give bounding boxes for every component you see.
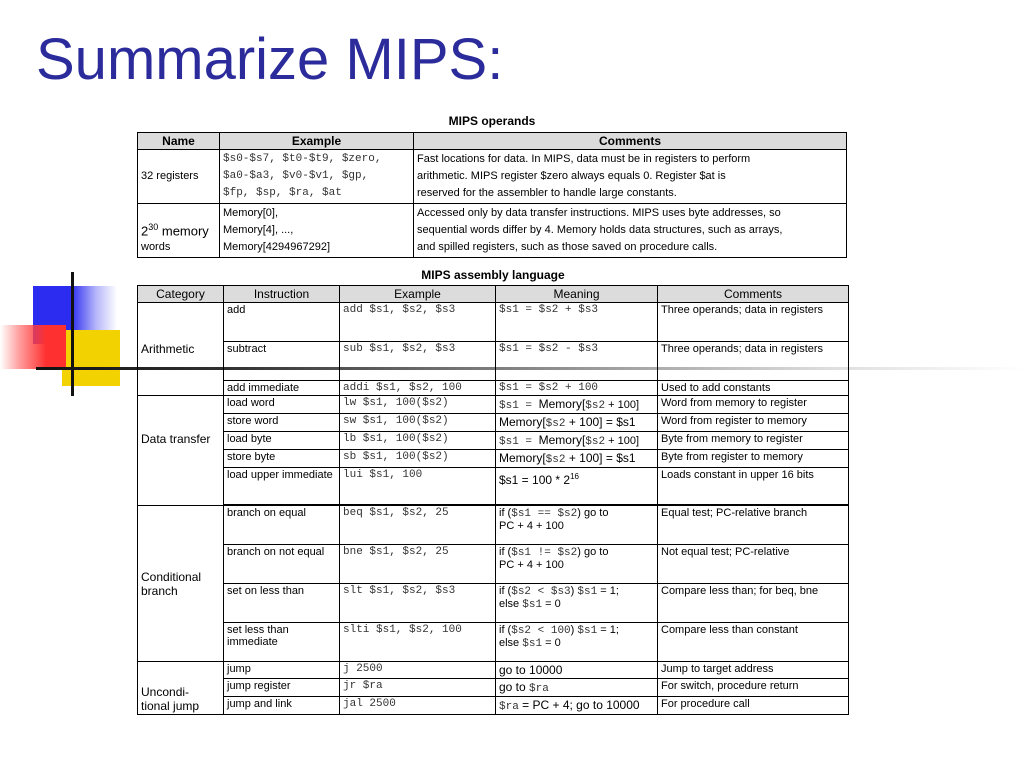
operands-caption: MIPS operands: [448, 114, 536, 128]
operands-row-memory: [138, 204, 847, 258]
comment-cell: Compare less than constant: [658, 623, 849, 662]
header-name: Name: [138, 133, 220, 150]
name-rest: memory: [158, 223, 209, 238]
meaning-part: ) go to: [577, 546, 609, 558]
instruction-cell: branch on not equal: [224, 545, 340, 584]
instruction-cell: [224, 623, 340, 662]
instruction-cell: store word: [224, 414, 340, 432]
meaning-part: $s2 < $s3: [511, 586, 571, 598]
meaning-part: $s1 =: [499, 436, 539, 448]
comment-cell: Word from register to memory: [658, 414, 849, 432]
example-cell: addi $s1, $s2, 100: [340, 381, 496, 396]
instruction-cell: set on less than: [224, 584, 340, 623]
instruction-line: set less than: [227, 624, 289, 636]
comment-cell: Used to add constants: [658, 381, 849, 396]
table-row: [138, 381, 849, 396]
instruction-line: immediate: [227, 636, 278, 648]
instruction-cell: add immediate: [224, 381, 340, 396]
example-cell: bne $s1, $s2, 25: [340, 545, 496, 584]
category-line: branch: [141, 583, 178, 598]
meaning-part: $ra: [529, 683, 549, 695]
instruction-cell: add: [224, 303, 340, 342]
meaning-part: $s1: [577, 586, 598, 598]
example-cell: lb $s1, 100($s2): [340, 432, 496, 450]
comment-cell: Three operands; data in registers: [658, 303, 849, 342]
operands-table: [137, 132, 847, 258]
comment-cell: Three operands; data in registers: [658, 342, 849, 381]
meaning-part: $s1 != $s2: [511, 547, 578, 559]
meaning-part: + 100] = $s1: [565, 451, 636, 465]
table-row: [138, 303, 849, 342]
meaning-cell: [496, 679, 658, 697]
instruction-cell: branch on equal: [224, 506, 340, 545]
header-instruction: Instruction: [224, 286, 340, 303]
meaning-cell: $s1 = $s2 + 100: [496, 381, 658, 396]
meaning-part: = PC + 4; go to 10000: [518, 698, 640, 712]
comment-cell: Byte from register to memory: [658, 450, 849, 468]
meaning-cell: [496, 623, 658, 662]
header-comments: Comments: [414, 133, 847, 150]
meaning-part: else: [499, 598, 523, 610]
table-row: [138, 584, 849, 623]
instruction-cell: store byte: [224, 450, 340, 468]
example-cell: lw $s1, 100($s2): [340, 396, 496, 414]
assembly-caption: MIPS assembly language: [421, 268, 565, 282]
header-meaning: Meaning: [496, 286, 658, 303]
comment-line: and spilled registers, such as those saved on procedure calls.: [417, 241, 718, 253]
example-cell: slti $s1, $s2, 100: [340, 623, 496, 662]
operands-header-row: [138, 133, 847, 150]
example-line: $fp, $sp, $ra, $at: [223, 187, 342, 199]
meaning-part: $s1 =: [499, 400, 539, 412]
meaning-cell: [496, 697, 658, 715]
meaning-part: else: [499, 637, 523, 649]
meaning-part: $s2: [545, 454, 566, 466]
meaning-part: Memory[: [499, 451, 546, 465]
meaning-part: + 100] = $s1: [565, 415, 636, 429]
decor-red-bar: [0, 325, 66, 369]
slide-title: Summarize MIPS:: [36, 27, 504, 92]
comment-cell: Equal test; PC-relative branch: [658, 506, 849, 545]
example-cell: jal 2500: [340, 697, 496, 715]
table-row: [138, 506, 849, 545]
meaning-part: $s1 == $s2: [511, 508, 578, 520]
table-row: [138, 662, 849, 679]
header-example: Example: [340, 286, 496, 303]
meaning-cell: go to 10000: [496, 662, 658, 679]
meaning-cell: [496, 468, 658, 505]
meaning-part: $ra: [499, 701, 519, 713]
meaning-part: $s1: [522, 599, 543, 611]
meaning-cell: [496, 396, 658, 414]
meaning-part: Memory[: [499, 415, 546, 429]
example-cell: j 2500: [340, 662, 496, 679]
meaning-exponent: 16: [570, 472, 579, 481]
comment-cell: Compare less than; for beq, bne: [658, 584, 849, 623]
operand-comments: [414, 150, 847, 204]
comment-line: reserved for the assembler to handle large constants.: [417, 187, 677, 199]
category-conditional-branch: [138, 506, 224, 662]
meaning-cell: [496, 584, 658, 623]
table-row: [138, 545, 849, 584]
meaning-part: $s2: [585, 400, 606, 412]
operand-name: [138, 204, 220, 258]
meaning-part: + 100]: [605, 435, 640, 447]
meaning-part: = 1;: [597, 624, 619, 636]
example-line: Memory[0],: [223, 207, 279, 219]
meaning-cell: [496, 414, 658, 432]
comment-cell: Word from memory to register: [658, 396, 849, 414]
meaning-part: ): [570, 624, 578, 636]
table-row: [138, 396, 849, 414]
category-line: tional jump: [141, 699, 200, 713]
operand-example: [220, 150, 414, 204]
table-row: [138, 450, 849, 468]
comment-line: Accessed only by data transfer instructions. MIPS uses byte addresses, so: [417, 207, 781, 219]
instruction-cell: load word: [224, 396, 340, 414]
meaning-part: $s1: [577, 625, 598, 637]
meaning-part: $s2: [585, 436, 606, 448]
decor-vertical-line: [71, 272, 74, 396]
instruction-cell: load byte: [224, 432, 340, 450]
meaning-part: if (: [499, 546, 512, 558]
example-line: Memory[4], ...,: [223, 224, 294, 236]
instruction-cell: jump and link: [224, 697, 340, 715]
category-line: Conditional: [141, 569, 202, 584]
instruction-cell: subtract: [224, 342, 340, 381]
meaning-part: = 1;: [597, 585, 619, 597]
comment-line: Fast locations for data. In MIPS, data must be in registers to perform: [417, 153, 751, 165]
table-row: [138, 623, 849, 662]
meaning-part: $s2 < 100: [511, 625, 571, 637]
meaning-part: go to: [499, 680, 530, 694]
table-row: [138, 468, 849, 505]
category-line: Uncondi-: [141, 685, 190, 699]
header-comments: Comments: [658, 286, 849, 303]
operand-name: 32 registers: [138, 150, 220, 204]
example-cell: jr $ra: [340, 679, 496, 697]
comment-line: arithmetic. MIPS register $zero always equals 0. Register $at is: [417, 170, 726, 182]
category-unconditional-jump: [138, 662, 224, 715]
meaning-cell: [496, 450, 658, 468]
meaning-part: ) go to: [577, 507, 609, 519]
meaning-part: $s2: [545, 418, 566, 430]
meaning-part: if (: [499, 507, 512, 519]
meaning-part: ): [570, 585, 578, 597]
example-line: $a0-$a3, $v0-$v1, $gp,: [223, 170, 369, 182]
instruction-cell: load upper immediate: [224, 468, 340, 505]
meaning-part: $s1: [522, 638, 543, 650]
operands-row-registers: [138, 150, 847, 204]
meaning-part: Memory[: [538, 433, 586, 447]
instruction-cell: jump register: [224, 679, 340, 697]
comment-cell: For switch, procedure return: [658, 679, 849, 697]
meaning-cell: $s1 = $s2 + $s3: [496, 303, 658, 342]
operand-comments: [414, 204, 847, 258]
example-line: $s0-$s7, $t0-$t9, $zero,: [223, 153, 382, 165]
table-row: [138, 679, 849, 697]
name-base: 2: [141, 223, 149, 238]
comment-cell: Not equal test; PC-relative: [658, 545, 849, 584]
header-example: Example: [220, 133, 414, 150]
category-arithmetic: Arithmetic: [138, 303, 224, 396]
comment-line: sequential words differ by 4. Memory holds data structures, such as arrays,: [417, 224, 783, 236]
example-cell: sb $s1, 100($s2): [340, 450, 496, 468]
instruction-cell: jump: [224, 662, 340, 679]
meaning-part: Memory[: [538, 397, 586, 411]
assembly-table: [137, 285, 849, 715]
assembly-header-row: [138, 286, 849, 303]
meaning-part: $s1 = 100 * 2: [499, 473, 571, 487]
meaning-part: + 100]: [605, 399, 640, 411]
example-cell: beq $s1, $s2, 25: [340, 506, 496, 545]
table-row: [138, 697, 849, 715]
meaning-part: PC + 4 + 100: [499, 520, 564, 532]
meaning-cell: [496, 506, 658, 545]
example-cell: slt $s1, $s2, $s3: [340, 584, 496, 623]
example-cell: sw $s1, 100($s2): [340, 414, 496, 432]
name-line2: words: [141, 241, 171, 253]
meaning-part: if (: [499, 624, 512, 636]
comment-cell: Loads constant in upper 16 bits: [658, 468, 849, 505]
meaning-part: = 0: [542, 598, 561, 610]
category-data-transfer: Data transfer: [138, 396, 224, 506]
meaning-cell: [496, 432, 658, 450]
table-row: [138, 414, 849, 432]
operand-example: [220, 204, 414, 258]
comment-cell: For procedure call: [658, 697, 849, 715]
example-line: Memory[4294967292]: [223, 241, 331, 253]
example-cell: add $s1, $s2, $s3: [340, 303, 496, 342]
name-exponent: 30: [148, 221, 159, 232]
comment-cell: Jump to target address: [658, 662, 849, 679]
table-row: [138, 432, 849, 450]
meaning-part: if (: [499, 585, 512, 597]
example-cell: lui $s1, 100: [340, 468, 496, 505]
table-row: [138, 342, 849, 381]
meaning-cell: [496, 545, 658, 584]
meaning-part: = 0: [542, 637, 561, 649]
example-cell: sub $s1, $s2, $s3: [340, 342, 496, 381]
comment-cell: Byte from memory to register: [658, 432, 849, 450]
meaning-part: PC + 4 + 100: [499, 559, 564, 571]
meaning-cell: $s1 = $s2 - $s3: [496, 342, 658, 381]
header-category: Category: [138, 286, 224, 303]
